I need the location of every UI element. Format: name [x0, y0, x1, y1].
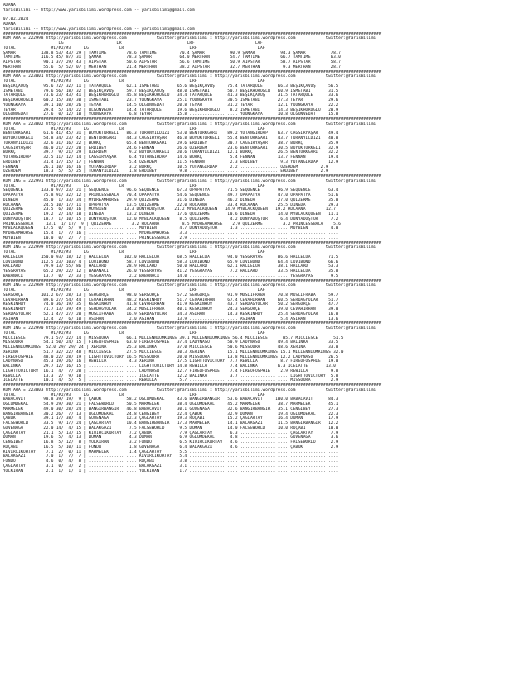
table-line: FIREOFOSPHIE 48.0 22/ 28/ 19 | LIGHTTOVICTORY 16.5 MISSOURA 20.0 MISSOURA 13.8 MILLENNIUMKINGS 12.2 LADYNASO 26.5 — [3, 354, 339, 359]
table-line: AIPSTAR 90.1 37/ 29/ 43 | AIPSTAR 50.6 AIPSTAR 56.6 TAMTIME 50.9 AIPSTAR 58.7 AIPSTAR 58.7 — [3, 60, 341, 64]
table-line: BALAKGAZI 7.0 1/ 7/ 7 | .............. .... KIVIRCIKORTAY 5.4 .............. .... .............. .... .............. .... — [3, 454, 339, 459]
table-line: OĞLUMDEKAL 54.9 29/ 30/ 21 | FALSEWORLD 50.5 MARMELEK 38.4 OĞLUMDEKAL 45.2 MARMELEK 38.7 MARMELEK 45.1 — [3, 402, 339, 406]
race-header-line: KUM ING = 222989 http://yarisbilimi.wordpress.com twitter:@YarisBilimi : http://yarisbilimi.wordpress.com twitter:@YarisBilimi — [3, 283, 377, 288]
credit-line: YarisBilimi -- http://www.yarisbilimi.wordpress.com -- yarisbilimi@gmail.com — [3, 7, 195, 12]
table-line: MYDREAMHORSE 15.4 1/ 7/ 16 | .............. .... MYDREAMHORSE 3.3 .............. .... .............. .... .............. .... — [3, 231, 339, 235]
table-line: HALLARD 79.9 13/ 55/ 86 | HALLARD 28.9 HALLARD 50.0 HALLARD 62.1 HALLELUA 38.1 HALLARD 53.3 — [3, 264, 339, 269]
race-block — [3, 279, 526, 322]
table-line: BALINKA 29.7 12/ 16/ 15 | .............. .... LIGHTTOVICTORY 14.8 REWILLA 7.4 BALINKA 6.3 ICELATTE 13.0 — [3, 364, 336, 368]
separator-line: ###################################################################################################################################################### — [3, 383, 382, 387]
race-header-line: KUM ING = 222999 http://yarisbilimi.wordpress.com twitter:@YarisBilimi : http://yarisbilimi.wordpress.com twitter:@YarisBilimi — [3, 245, 377, 250]
table-line: SERDAĞYOLAR 52.1 47/ 27/ 20 | MUSLIFRABA 16.9 SERDAĞYOLAR 34.3 ASIHAN 14.3 KESKINHUY 25.4 SERDAĞYOLAR 16.8 — [3, 311, 339, 316]
race-header-line: KUM ING = 222991 http://yarisbilimi.wordpress.com twitter:@YarisBilimi : http://yarisbilimi.wordpress.com twitter:@YarisBilimi — [3, 178, 377, 183]
race-block — [3, 241, 526, 279]
table-line: CEVAHİRHAN 89.6 27/ 54/ 44 | CEVAHİRHAN 48.2 KESKINHUY 51.7 CEVAHİRHAN 67.4 CEVAHİRHAN 60.5 SERDAĞYOLAR 51.7 — [3, 297, 339, 302]
separator-line: ###################################################################################################################################################### — [3, 117, 382, 121]
table-line: BENTÜRKGARI 61.6 41/ 45/ 31 | BÜYÜKTÜRKELI 86.3 TURANYILDIZI 53.0 BENTÜRKGARI 89.2 YUTANGIRDAP 63.7 CAGSIRYAŞAR 49.4 — [3, 131, 339, 136]
table-line: XERINA 51.7 32/ 22/ 48 | MICCIESCE 27.5 MICCIESCE 30.3 XERINA 15.1 MILLENNIUMKINGS 15.1 MILLENNIUMKINGS 32.0 — [3, 349, 344, 354]
table-line: ÇAĞLARTAY 21.1 5/ 13/ 15 | KIVIRCIKORTAY 7.2 ÇABUK 7.9 ÇAĞLARTAY 6.3 .............. .... ÇAĞLARTAY 7.9 — [3, 430, 339, 435]
table-line: YUTANGIRDAP 32.5 11/ 12/ 14 | CAGSIRYAŞAR 6.4 YUTANGIRDAP 14.6 BÜRKÇ 5.4 FENNAN 13.7 FENNAN 19.4 — [3, 155, 339, 159]
table-line: TATARQULE 73.6 23/ 43/ 41 | BEŞİKHOROĞLU 45.8 BEŞİKHOROĞLU 34.4 TATARQULE 41.3 BEŞİKÇAVUŞ 31.5 TATARQULE 33.6 — [3, 93, 339, 98]
table-line: TEYAR 29.4 5/ 14/ 22 | OLGUNVEDAT 14.4 TATARQULE 19.6 BEŞİKHOROĞLU 8.2 İSMETABI 14.3 BEŞİKHOROĞLU 20.9 — [3, 107, 339, 112]
table-line: BABACAVIT 98.8 39/ 19/ 9 | ÇABUK 58.2 OĞLUMDEKAL 43.6 BANGIRBANGIR 53.6 BABACAVIT 100.0 BABACAVIT 84.3 — [3, 397, 339, 402]
table-line: TOTAL #1/#2/#3 LG LR LRF LAF — [3, 330, 266, 335]
table-line: FALSEWORLD 33.5 9/ 17/ 24 | ÇAĞLARTAY 10.4 BANGIRBANGIR 17.3 MARMELEK 14.1 BALAKGAZI 11.5 BANGIRBANGIR 12.2 — [3, 421, 339, 425]
table-line: KESKINHUY 74.0 36/ 19/ 35 | KESKINHUY 41.8 CEVAHİRHAN 41.9 KESKINHUY 43.7 SERDAĞYOLAR 50.2 SERGÖRÇE 47.7 — [3, 302, 339, 307]
table-line: BÜYÜKTÜRKELI 54.8 34/ 23/ 42 | BENTÜRKGARI 44.3 CAGSIRYAŞAR 46.8 BÜYÜKTÜRKELI 55.4 BENTÜRKGARI 43.7 TURANYILDIZI 40.8 — [3, 136, 339, 140]
table-line: ŞAMAR 138.8 53/ 43/ 29 | TAMTIME 78.6 TAMTIME 70.4 ŞAMAR 90.9 ŞAMAR 94.3 ŞAMAR 78.7 — [3, 50, 341, 55]
table-line: ROÇABI 16.5 5/ 10/ 11 | FUNDO 1.8 GÜVENAĞA 6.4 BALAKGAZI 4.6 .............. .... ÇABUK 2.9 — [3, 444, 339, 449]
table-line: CAGSIRYAŞAR 46.0 21/ 22/ 20 | ERDIBEY 24.6 FENNAN 26.6 ÖZERDEM 23.6 BENTÜRKGARI 30.5 BÜYÜKTÜRKELI 32.9 — [3, 145, 339, 150]
table-line: BEŞİKHOROĞLU 60.2 15/ 38/ 30 | İSMETABI 23.7 YOUNGKAYA 25.1 YOUNGKAYA 30.5 İSMETABI 27.3 TEYAR 29.6 — [3, 98, 339, 102]
location-line: ADANA — [3, 3, 16, 7]
table-line: MISSOURA 54.1 50/ 24/ 15 | FIREOFOSPHIE 63.0 FIREOFOSPHIE 37.4 LADYNASO 50.9 LADYNASO 49.4 BALINKA 33.5 — [3, 340, 339, 345]
table-line: ERDIBEY 31.4 17/ 15/ 17 | FENNAN 5.4 ÖZERDEM 11.5 FENNAN 2.3 ERDIBEY 9.3 YUTANGIRDAP 12.9 — [3, 159, 339, 164]
race-header-line: KUM ARA = 223003 http://yarisbilimi.wordpress.com twitter:@YarisBilimi : http://yarisbilimi.wordpress.com twitter:@YarisBilimi — [3, 387, 377, 392]
separator-line: ###################################################################################################################################################### — [3, 321, 382, 326]
table-line: HALLELUA 150.0 93/ 18/ 12 | HALLELUA 102.0 HALLELUA 68.5 HALLELUA 94.0 YESGRAYAS 86.6 HALLELUA 71.5 — [3, 254, 339, 259]
race-block — [3, 174, 526, 241]
separator-line: ###################################################################################################################################################### — [3, 31, 382, 36]
table-line: OLGUNVEDAT 27.6 0/ 12/ 10 | YOUNGKAYA 6.8 TEYAR 15.8 .............. .... YOUNGKAYA 10.8 OLGUNVEDAT 15.8 — [3, 112, 339, 117]
table-line: YOLKIRAN 2.1 1/ 1/ 1 | .............. .... YOLKIRAN 1.7 .............. .... .............. .... .............. .... — [3, 468, 339, 473]
document-body — [3, 3, 526, 473]
table-line: BEŞİKÇAVUŞ 95.6 72/ 32/ 11 | TATARQULE 62.1 İSMETABI 65.6 BEŞİKÇAVUŞ 75.4 TATARQULE 66.3 BEŞİKÇAVUŞ 56.5 — [3, 83, 339, 88]
table-line: SERGÖRÇE 101.2 67/ 28/ 13 | SERGÖRÇE 98.0 SERGÖRÇE 57.2 SERGÖRÇE 91.9 MUSLIFRABA 70.8 MUSLIFRABA 59.7 — [3, 292, 339, 297]
table-line: MICCIESCE 79.1 57/ 22/ 14 | MISSOURA 66.1 MILLENNIUMKINGS 39.1 MILLENNIUMKINGS 56.4 MICCIESCE 85.7 MICCIESCE 51.5 — [3, 335, 344, 340]
separator-line: ###################################################################################################################################################### — [3, 278, 382, 283]
table-line: LOVIBOND 112.5 23/ 103/ 4 | LOVIBOND 58.7 LOVIBOND 58.3 LOVIBOND 65.9 LOVIBOND 64.4 LOVIBOND 66.6 — [3, 259, 339, 264]
table-line: TOTAL #1/#2/#3 LG LR LRF LAF — [3, 79, 266, 83]
table-line: CENGIBEY 16.8 5/ 12/ 8 | YOLKIRAN 3.2 FUNDO 6.5 KIVIRCIKORTAY 4.6 .............. .... FALSEWORLD 2.9 — [3, 440, 339, 444]
table-line: MYBLACKQUEEN 17.5 0/ 5/ 9 | .............. .... MUYBIEN 4.7 DÜNYADOŞTUR 1.3 .............. .... MUYBIEN 4.0 — [3, 226, 339, 231]
table-line: TOTAL #1/#2/#3 LG LR LRF LAF — [3, 183, 266, 188]
table-line: ÖZERDEM 18.3 5/ 5/ 25 | TURANYILDIZI 1.8 ERDIBEY 9.8 .............. .... ............... ERDIBEY 2.9 — [3, 169, 329, 174]
race-block — [3, 383, 526, 473]
table-line: YOUNGKAYA 39.1 10/ 28/ 26 | TEYAR 14.5 OLGUNVEDAT 20.8 TEYAR 31.2 TEYAR 12.1 YOUNGKAYA 22.2 — [3, 102, 339, 107]
table-line: ÇABUK 39.1 17/ 38/ 4 | GÜVENAĞA 12.3 ÇAĞLARTAY 19.3 ROÇABI 15.2 ÇAĞLARTAY 16.4 DUMAN 17.9 — [3, 416, 339, 421]
table-line: KIVIRCIKORTAY 7.1 2/ 0/ 11 | MARMELEK 1.4 ÇAĞLARTAY 5.5 .............. .... .............. .... .............. .... — [3, 449, 339, 454]
table-line: ROCAANA 24.5 10/ 17/ 11 | OPAPATYA 13.5 QUIZERME 22.0 ROCAANA 33.4 ROCAANA 25.5 DINEDA 29.3 — [3, 202, 339, 207]
table-line: QUIZERME 19.2 2/ 14/ 10 | DINEDA 13.2 DINEDA 17.6 QUIZERME 10.6 DINEDA 14.0 MYBLACKQUEEN 11.1 — [3, 212, 339, 216]
race-header-line: KUM ING = 222990 http://yarisbilimi.wordpress.com twitter:@YarisBilimi : http://yarisbilimi.wordpress.com twitter:@YarisBilimi — [3, 326, 377, 330]
table-line: LADYNASO 45.3 19/ 26/ 16 | REWILLA 4.3 XERINA 17.5 LIGHTTOVICTORY 7.7 REWILLA 8.7 FIREOFOSPHIE 19.0 — [3, 359, 339, 364]
table-line: DUMAN 19.6 5/ 4/ 13 | DUMAN 4.3 DUMAN 6.9 OĞLUMDEKAL 4.8 .............. .... GÜVENAĞA 3.6 — [3, 435, 339, 440]
race-block — [3, 321, 526, 383]
table-line: TURANYILDIZI 32.6 31/ 16/ 22 | BÜRKÇ 65.4 BENTÜRKGARI 29.6 ERDIBEY 30.7 CAGSIRYAŞAR 38.7 BÜRKÇ 35.9 — [3, 140, 339, 145]
credit-line-2: YarisBilimi -- http://www.yarisbilimi.wordpress.com -- yarisbilimi@gmail.com — [3, 26, 195, 31]
table-line: FENNAN 26.1 10/ 16/ 16 | YUTANGIRDAP 3.2 BÜRKÇ 10.5 YUTANGIRDAP 2.2 ............... ÖZERDEM 2.9 — [3, 164, 329, 169]
race-block — [3, 32, 526, 70]
race-header-line: KUM ARA = 222998 http://yarisbilimi.wordpress.com twitter:@YarisBilimi : http://yarisbilimi.wordpress.com twitter:@YarisBilimi — [3, 36, 377, 41]
table-line: YESGRAYAS 65.2 29/ 22/ 12 | BABANACI 26.0 YESGRAYAS 41.2 YESGRAYAS 7.2 HALLARD 33.5 HALLELUA 35.8 — [3, 269, 339, 273]
table-line: LG LR LRF LAF — [3, 41, 263, 45]
date-line: 07.02.2024 — [3, 17, 29, 22]
table-line: PRINCESSBALA 13.1 1/ 17/ 9 | QUIZERME 3.2 ROCAANA 8.5 MYDREAMHORSE 2.9 QUIZERME 3.2 PRINCESSBALA 5.6 — [3, 221, 341, 226]
race-block — [3, 117, 526, 174]
location-line-2: ADANA — [3, 22, 16, 26]
race-header-line: KUM ARA = 223002 http://yarisbilimi.wordpress.com twitter:@YarisBilimi : http://yarisbilimi.wordpress.com twitter:@YarisBilimi — [3, 121, 377, 126]
table-line: BABANACI 13.7 0/ 2/ 33 | YESGRAYAS 2.2 BABANACI 14.0 .............. .... .............. .... YESGRAYAS 9.5 — [3, 273, 339, 278]
table-line: TOTAL #1/#2/#3 LG LR LRF LAF — [3, 126, 266, 131]
table-line: TOTAL #1/#2/#3 LG LR LRF LAF — [3, 45, 266, 50]
separator-line: ###################################################################################################################################################### — [3, 69, 382, 74]
separator-line: ###################################################################################################################################################### — [3, 240, 382, 245]
table-line: ÇAĞLARTAY 3.1 0/ 3/ 2 | .............. .... BALAKGAZI 3.1 .............. .... .............. .... .............. .... — [3, 463, 339, 468]
race-blocks — [3, 32, 526, 474]
table-line: MUYBIEN 10.0 0/ 2/ 7 | .............. .... PRINCESSBALA 2.9 .............. .... .............. .... .............. .... — [3, 235, 339, 240]
table-line: LIGHTTOVICTORY 16.1 4/ 7/ 20 | .............. .... LADYNASO 12.7 FIREOFOSPHIE 7.4 FIREOFOSPHIE 2.9 REWILLA 9.8 — [3, 368, 339, 373]
table-line: FUNDO 4.6 0/ 4/ 8 | .............. .... ROÇABI 3.8 .............. .... .............. .... .............. .... — [3, 459, 339, 463]
table-line: TAMTIME 116.5 45/ 87/ 31 | ŞAMAR 78.3 ŞAMAR 64.0 MERTHAN 54.7 TAMTIME 66.7 TAMTIME 63.0 — [3, 55, 341, 60]
table-line: TOTAL #1/#2/#3 LG LR LRF LAF — [3, 392, 266, 397]
table-line: GÜVENAĞA 22.0 14/ 4/ 15 | BALAKGAZI 7.5 FALSEWORLD 9.5 DUMAN 14.0 FALSEWORLD 10.0 ROÇABI 10.0 — [3, 425, 339, 430]
table-line: OPAPATYA 75.8 91/ 32/ 12 | PRINCESSBALA 70.4 OPAPATYA 54.6 SEQUENCE 49.7 OPAPATYA 47.0 OPAPATYA 51.6 — [3, 193, 339, 197]
table-line: MERTHAN 55.6 5/ 52/ 07 | MERTHAN 21.4 MERTHAN 38.2 AIPSTAR 32.7 MERTHAN 9.3 MERTHAN 28.7 — [3, 64, 341, 69]
table-line: DÜNYADOŞTUR 18.7 1/ 10/ 15 | DÜNYADOŞTUR 12.0 MYBLACKQUEEN 8.5 QUIZERME 4.2 DÜNYADOŞTUR 6.4 DÜNYADOŞTUR 7.2 — [3, 216, 339, 221]
table-line: BANGIRBANGIR 30.2 26/ 7/ 13 | OĞLUMDEKAL 24.8 CENGIBEY 22.4 ÇABUK 32.9 DUMAN 19.4 OĞLUMDEKAL 22.3 — [3, 411, 339, 416]
separator-line: ###################################################################################################################################################### — [3, 174, 382, 178]
table-line: MARMELEK 49.0 30/ 28/ 24 | BANGIRBANGIR 46.8 BABACAVIT 30.1 GÜVENAĞA 32.6 BANGIRBANGIR 35.1 CENGIBEY 27.3 — [3, 406, 339, 411]
table-line: QUIZERME 23.5 6/ 10/ 16 | MUYBIEN 13.3 DÜNYADOŞTUR 21.2 MYBLACKQUEEN 14.9 MYBLACKQUEEN 19.2 ROCAANA 12.7 — [3, 207, 336, 212]
table-line: ASIHAN 12.4 2/ 6/ 10 | ASIHAN 2.0 ASIHAN 13.9 .............. .... ASIHAN 5.4 ASIHAN 13.6 — [3, 316, 339, 321]
table-line: ICELATTE 10.1 4/ 5/ 5 | .............. .... REWILLA 5.7 .............. .... .............. .... MISSOURA 2.9 — [3, 378, 339, 383]
table-line: İSMETABI 79.6 56/ 18/ 32 | BEŞİKÇAVUŞ 59.7 BEŞİKÇAVUŞ 48.0 İSMETABI 50.7 BEŞİKHOROĞLU 60.9 İSMETABI 31.5 — [3, 88, 339, 93]
table-line: REWILLA 13.3 2/ 9/ 10 | .............. .... ICELATTE 12.2 BALINKA 3.7 .............. .... LIGHTTOVICTORY 5.8 — [3, 373, 339, 378]
table-line: DINEDA 45.0 1/ 33/ 34 | MYDREAMHORSE 29.9 QUIZERME 31.6 DINEDA 46.2 DINEDA 27.0 QUIZERME 35.0 — [3, 197, 339, 202]
table-line: TOTAL #1/#2/#3 LG LR LRF LAF — [3, 288, 266, 292]
table-line: MILLENNIUMKINGS 52.0 29/ 29/ 24 | XERINA 25.3 BALINKA 37.0 MICCIESCE 50.6 MISSOURA 48.6 XERINA 33.0 — [3, 345, 339, 349]
race-block — [3, 70, 526, 118]
race-header-line: KUM ARA = 223001 http://yarisbilimi.wordpress.com twitter:@YarisBilimi : http://yarisbilimi.wordpress.com twitter:@YarisBilimi — [3, 74, 377, 79]
table-line: BÜRKÇ 39.7 9/ 21/ 29 | ÖZERDEM 9.2 BÜYÜKTÜRKELI 20.6 TURANYILDIZI 12.1 BÜRKÇ 26.5 BENTÜRKGARI 32.2 — [3, 150, 339, 155]
table-line: SEQUENCE 133.0 97/ 23/ 21 | SEQUENCE 96.6 SEQUENCE 67.3 OPAPATYA 71.5 SEQUENCE 96.9 SEQUENCE 63.4 — [3, 188, 339, 193]
table-line: TOTAL #1/#2/#3 LG LR LRF LAF — [3, 250, 266, 254]
table-line: KESKINHUY 71.7 13/ 39/ 49 | SERDAĞYOLAR 34.2 MUSLIFRABA 40.1 KESKINHUY 24.3 SERGÖRÇE 39.0 CEVAHİRHAN 39.0 — [3, 307, 339, 311]
